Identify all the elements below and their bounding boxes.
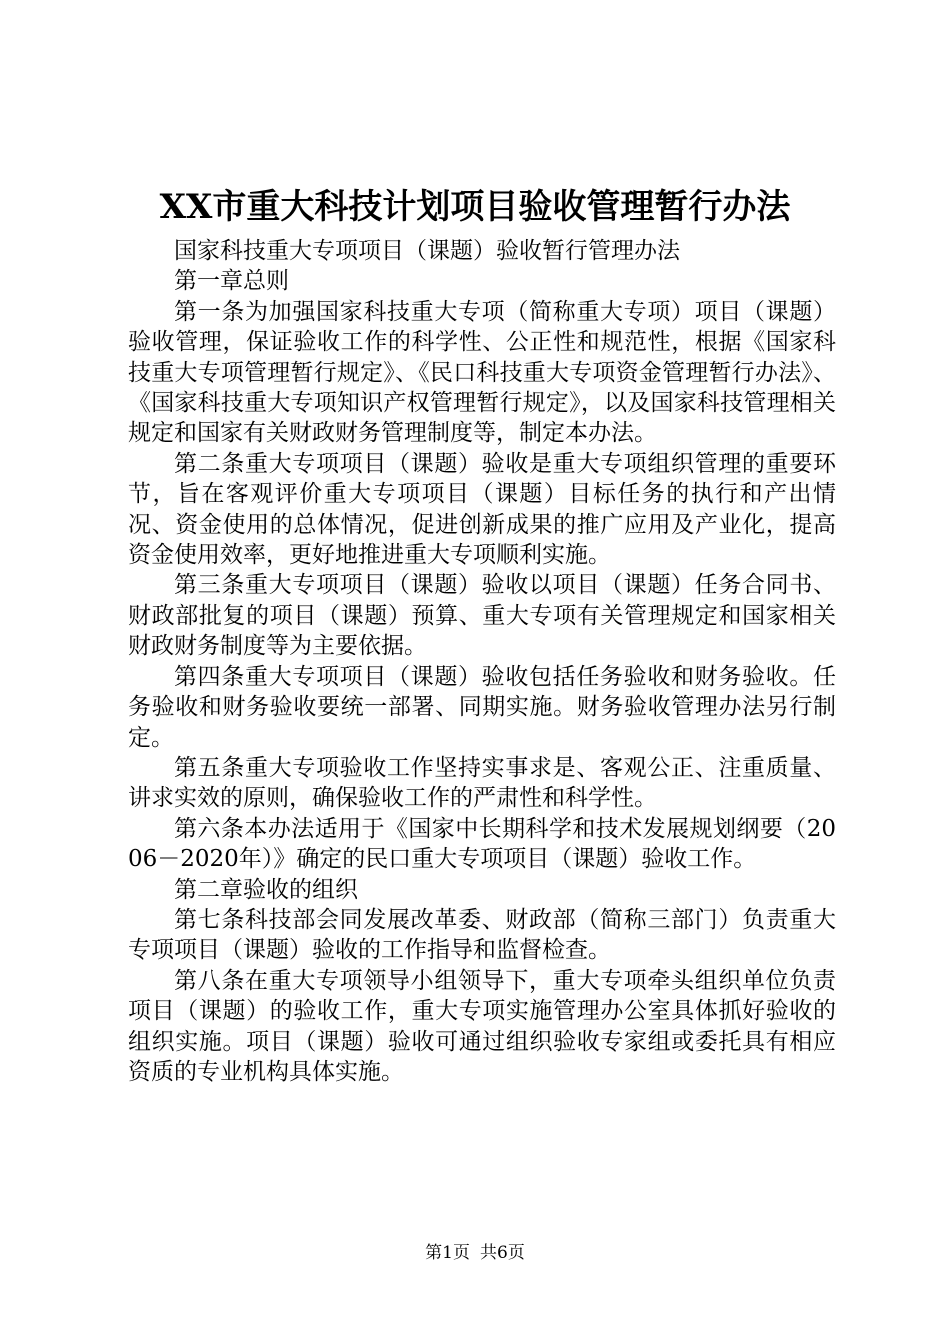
page-footer [0,1241,950,1265]
paragraph-article-5: 第五条重大专项验收工作坚持实事求是、客观公正、注重质量、讲求实效的原则，确保验收工作的严肃性和科学性。 [128,754,836,812]
paragraph-article-2: 第二条重大专项项目（课题）验收是重大专项组织管理的重要环节，旨在客观评价重大专项项目（课题）目标任务的执行和产出情况、资金使用的总体情况，促进创新成果的推广应用及产业化，提高资金使用效率，更好地推进重大专项顺利实施。 [128,450,836,569]
page-total: 共6页 [480,1243,525,1263]
paragraph-article-7: 第七条科技部会同发展改革委、财政部（简称三部门）负责重大专项项目（课题）验收的工作指导和监督检查。 [128,906,836,964]
document-body [128,236,836,1087]
paragraph-chapter-2: 第二章验收的组织 [174,876,358,903]
paragraph-article-6: 第六条本办法适用于《国家中长期科学和技术发展规划纲要（2006－2020年）》确定的民口重大专项项目（课题）验收工作。 [128,815,836,873]
paragraph-subtitle: 国家科技重大专项项目（课题）验收暂行管理办法 [174,238,680,264]
paragraph-article-8: 第八条在重大专项领导小组领导下，重大专项牵头组织单位负责项目（课题）的验收工作，重大专项实施管理办公室具体抓好验收的组织实施。项目（课题）验收可通过组织验收专家组或委托具有相应资质的专业机构具体实施。 [128,967,836,1085]
paragraph-article-3: 第三条重大专项项目（课题）验收以项目（课题）任务合同书、财政部批复的项目（课题）预算、重大专项有关管理规定和国家相关财政财务制度等为主要依据。 [128,572,836,660]
paragraph-chapter-1: 第一章总则 [174,268,289,295]
paragraph-article-1: 第一条为加强国家科技重大专项（简称重大专项）项目（课题）验收管理，保证验收工作的科学性、公正性和规范性，根据《国家科技重大专项管理暂行规定》、《民口科技重大专项资金管理暂行办法》、《国家科技重大专项知识产权管理暂行规定》，以及国家科技管理相关规定和国家有关财政财务管理制度等，制定本办法。 [128,298,836,447]
paragraph-article-4: 第四条重大专项项目（课题）验收包括任务验收和财务验收。任务验收和财务验收要统一部署、同期实施。财务验收管理办法另行制定。 [128,663,836,751]
document-title: XX市重大科技计划项目验收管理暂行办法 [159,187,791,227]
page-number: 第1页 [425,1243,470,1263]
